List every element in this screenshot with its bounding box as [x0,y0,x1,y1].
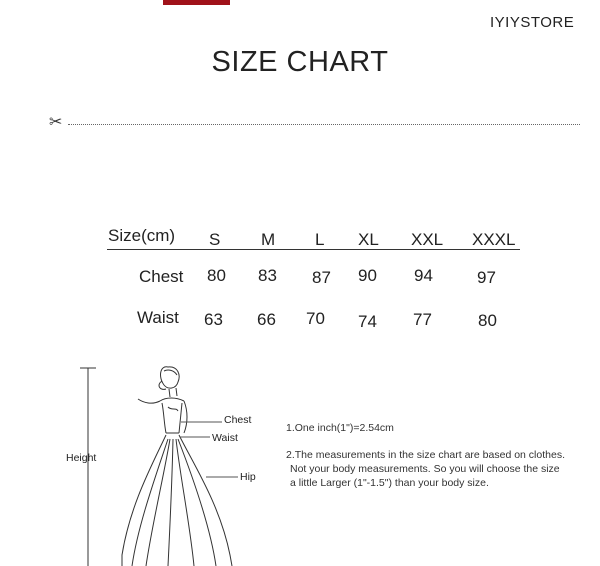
size-header-xxxl: XXXL [472,230,516,249]
waist-pointer-label: Waist [212,432,238,444]
size-header-xxl: XXL [411,230,444,249]
note-measurement-line-3: a little Larger (1"-1.5") than your body size. [290,477,489,489]
chest-xxl: 94 [414,266,433,285]
store-name: IYIYSTORE [490,14,575,31]
chest-pointer-label: Chest [224,414,252,426]
waist-m: 66 [257,310,276,329]
hip-pointer-label: Hip [240,471,256,483]
row-label-chest: Chest [139,267,184,286]
waist-xxxl: 80 [478,311,497,330]
height-label: Height [66,452,97,464]
cut-line [68,124,580,125]
note-inch-conversion: 1.One inch(1")=2.54cm [286,422,394,434]
size-header-xl: XL [358,230,379,249]
chest-m: 83 [258,266,277,285]
header-divider [107,249,520,250]
size-header-m: M [261,230,276,249]
waist-l: 70 [306,309,325,328]
note-measurement-line-1: 2.The measurements in the size chart are based on clothes. [286,449,565,461]
table-header-label: Size(cm) [108,226,176,245]
waist-xxl: 77 [413,310,432,329]
note-measurement-line-2: Not your body measurements. So you will choose the size [290,463,560,475]
waist-xl: 74 [358,312,377,331]
dress-figure [60,355,290,566]
scissors-icon: ✂ [49,114,63,131]
chest-s: 80 [207,266,226,285]
row-label-waist: Waist [137,308,179,327]
chest-l: 87 [312,268,331,287]
brand-bar [163,0,230,5]
page-title: SIZE CHART [211,46,389,78]
size-header-l: L [315,230,325,249]
chest-xl: 90 [358,266,377,285]
chest-xxxl: 97 [477,268,496,287]
waist-s: 63 [204,310,223,329]
size-header-s: S [209,230,221,249]
